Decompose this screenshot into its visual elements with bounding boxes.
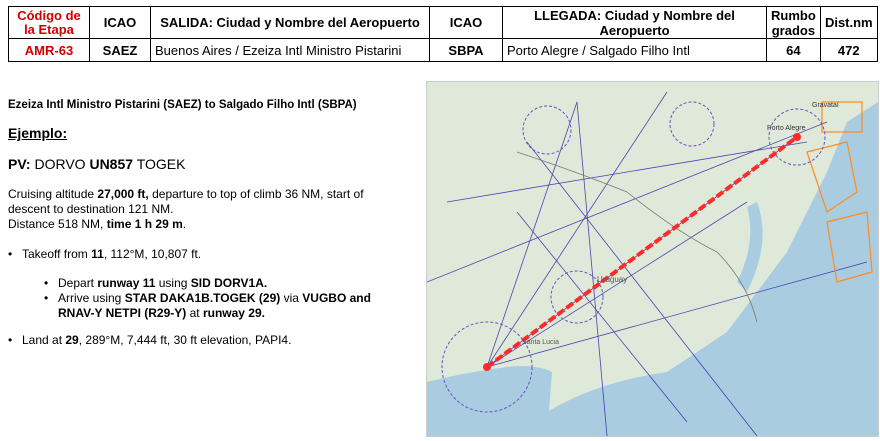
header-distance: Dist.nm bbox=[820, 7, 877, 39]
cell-distance: 472 bbox=[820, 39, 877, 62]
depart-sid: SID DORV1A. bbox=[190, 276, 268, 290]
cruise-info bbox=[8, 187, 408, 232]
cell-rumbo: 64 bbox=[767, 39, 821, 62]
header-icao-departure: ICAO bbox=[90, 7, 151, 39]
header-arrival: LLEGADA: Ciudad y Nombre del Aeropuerto bbox=[503, 7, 767, 39]
takeoff-bullet bbox=[8, 247, 202, 262]
bullet-icon: • bbox=[8, 333, 13, 347]
pv-label: PV: bbox=[8, 156, 31, 172]
bullet-icon: • bbox=[8, 247, 13, 261]
pv-airway: UN857 bbox=[89, 156, 134, 172]
bullet-icon: • bbox=[44, 276, 49, 290]
cell-icao-arrival: SBPA bbox=[430, 39, 503, 62]
bullet-icon: • bbox=[44, 291, 49, 305]
arrive-text-e: at bbox=[186, 306, 203, 320]
land-text-c: , 289°M, 7,444 ft, 30 ft elevation, PAPI4. bbox=[78, 333, 292, 347]
header-icao-arrival: ICAO bbox=[430, 7, 503, 39]
arrive-approach: VUGBO and RNAV-Y NETPI (R29-Y) bbox=[58, 291, 371, 320]
departure-bullet bbox=[44, 276, 268, 291]
cruise-text-a: Cruising altitude bbox=[8, 187, 98, 201]
route-map[interactable] bbox=[426, 81, 879, 437]
label-uruguay: Uruguay bbox=[597, 275, 628, 284]
label-santa-lucia: Santa Lucia bbox=[522, 339, 559, 346]
cruise-text-c: departure to top of climb 36 NM, start of descent to destination 121 NM. bbox=[8, 187, 364, 216]
arrive-text-c: via bbox=[280, 291, 303, 305]
table-row bbox=[9, 39, 878, 62]
landing-bullet bbox=[8, 333, 292, 348]
arrive-runway: runway 29. bbox=[202, 306, 265, 320]
arrival-bullet bbox=[44, 291, 403, 321]
distance-text: Distance 518 NM, bbox=[8, 217, 107, 231]
map-svg bbox=[427, 82, 878, 436]
cell-code: AMR-63 bbox=[9, 39, 90, 62]
header-departure: SALIDA: Ciudad y Nombre del Aeropuerto bbox=[151, 7, 430, 39]
pv-waypoint-2: TOGEK bbox=[136, 156, 186, 172]
takeoff-text-a: Takeoff from bbox=[22, 247, 92, 261]
depart-text-a: Depart bbox=[58, 276, 98, 290]
land-runway: 29 bbox=[65, 333, 79, 347]
header-code: Código de la Etapa bbox=[9, 7, 90, 39]
arrive-text-a: Arrive using bbox=[58, 291, 125, 305]
cell-icao-departure: SAEZ bbox=[90, 39, 151, 62]
header-rumbo: Rumbo grados bbox=[767, 7, 821, 39]
label-porto-alegre: Porto Alegre bbox=[767, 125, 806, 132]
flight-time: time 1 h 29 m bbox=[106, 217, 183, 231]
land-text-a: Land at bbox=[22, 333, 66, 347]
distance-end: . bbox=[182, 217, 187, 231]
cell-arrival: Porto Alegre / Salgado Filho Intl bbox=[503, 39, 767, 62]
arrive-star: STAR DAKA1B.TOGEK (29) bbox=[124, 291, 281, 305]
pv-waypoint-1: DORVO bbox=[34, 156, 86, 172]
cell-departure: Buenos Aires / Ezeiza Intl Ministro Pistarini bbox=[151, 39, 430, 62]
arrival-marker[interactable] bbox=[793, 133, 801, 141]
depart-runway: runway 11 bbox=[97, 276, 156, 290]
departure-marker[interactable] bbox=[483, 363, 491, 371]
route-heading: Ezeiza Intl Ministro Pistarini (SAEZ) to Salgado Filho Intl (SBPA) bbox=[8, 99, 357, 111]
takeoff-text-c: , 112°M, 10,807 ft. bbox=[103, 247, 202, 261]
leg-table bbox=[8, 6, 878, 62]
cruise-altitude: 27,000 ft, bbox=[97, 187, 149, 201]
ejemplo-heading: Ejemplo: bbox=[8, 125, 68, 141]
flight-plan-line bbox=[8, 157, 185, 172]
depart-text-c: using bbox=[155, 276, 191, 290]
label-gravatai: Gravataí bbox=[812, 102, 839, 109]
takeoff-runway: 11 bbox=[91, 247, 104, 261]
